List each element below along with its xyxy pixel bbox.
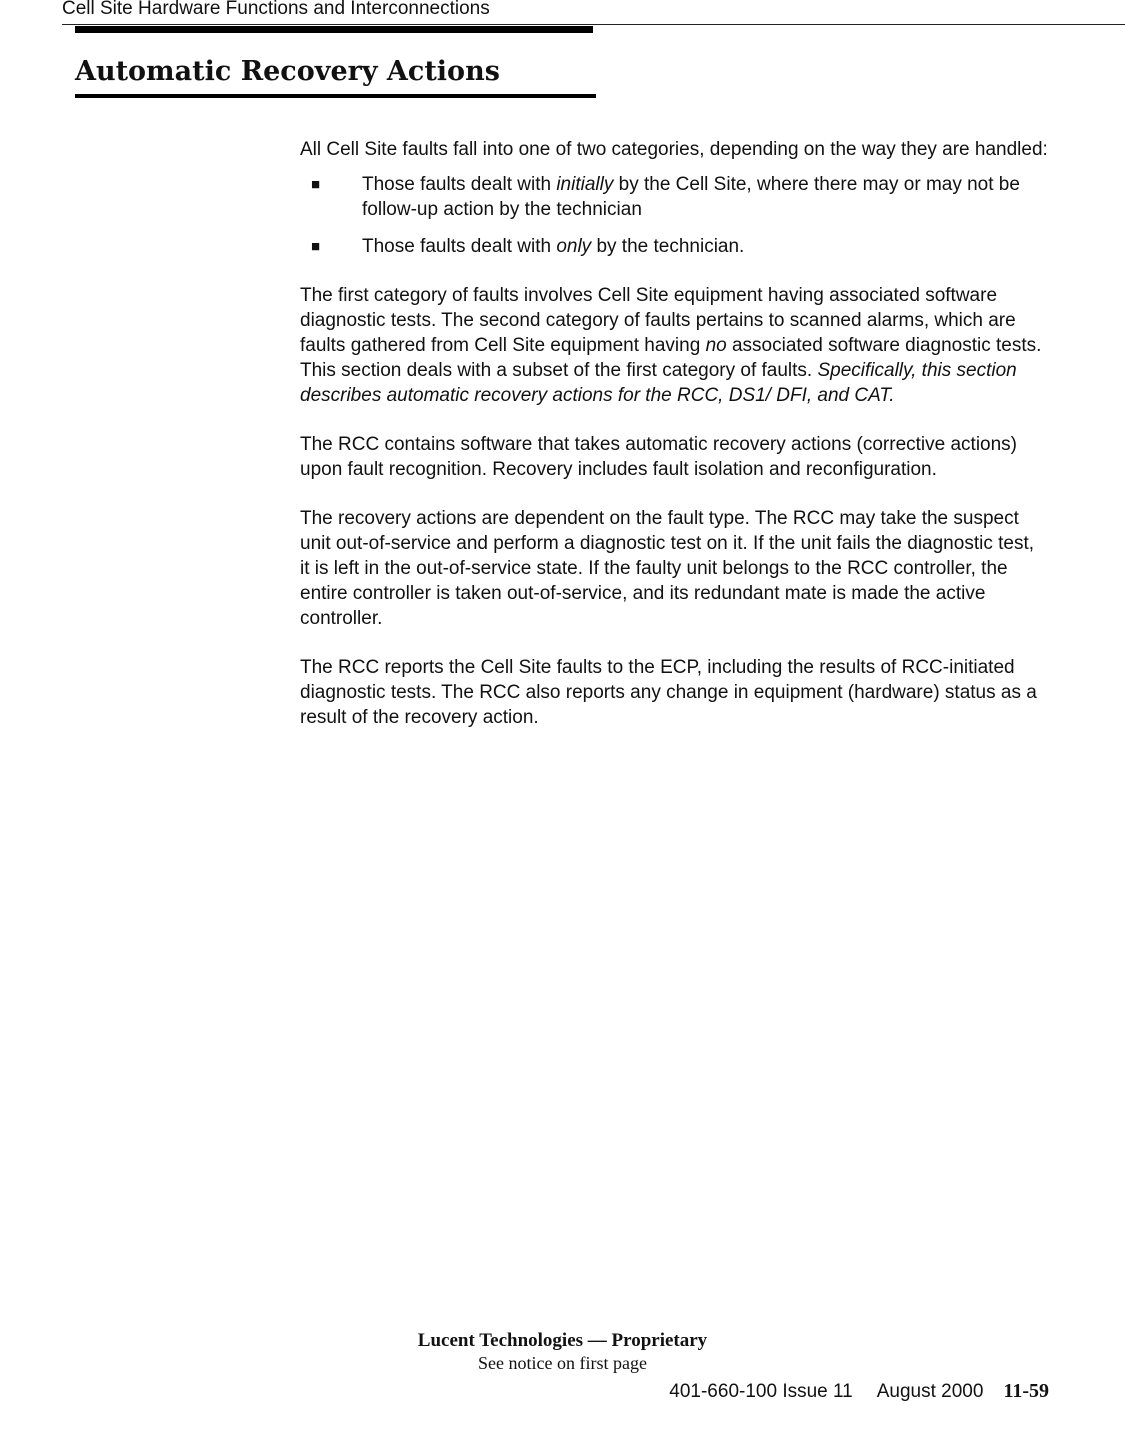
rcc-reports-paragraph: The RCC reports the Cell Site faults to the ECP, including the results of RCC-initiated diagnostic tests. The RCC also reports any change in equipment (hardware) status as a result of the recovery action. — [300, 657, 1037, 728]
section-title: Automatic Recovery Actions — [75, 56, 500, 87]
bullet-text: by the technician. — [591, 236, 745, 257]
list-item — [300, 234, 1048, 259]
document-date: August 2000 — [876, 1381, 984, 1402]
bullet-list — [300, 172, 1048, 259]
running-header: Cell Site Hardware Functions and Interconnections — [62, 0, 490, 19]
rcc-software-paragraph: The RCC contains software that takes automatic recovery actions (corrective actions) upon fault recognition. Recovery includes fault isolation and reconfiguration. — [300, 434, 1018, 480]
document-id: 401-660-100 Issue 11 — [669, 1381, 853, 1402]
body-text — [300, 137, 1048, 754]
title-underline — [75, 94, 596, 98]
list-item — [300, 172, 1048, 222]
intro-paragraph: All Cell Site faults fall into one of two categories, depending on the way they are handled: — [300, 139, 1048, 160]
paragraph-emphasis: Specifically, this section describes automatic recovery actions for the RCC, DS1/ DFI, and CAT. — [300, 360, 1017, 406]
page-number: 11-59 — [1003, 1380, 1049, 1402]
fault-categories-paragraph — [300, 283, 1048, 408]
paragraph-text: associated software diagnostic tests. This section deals with a subset of the first category of faults. — [300, 335, 1042, 381]
bullet-text: Those faults dealt with — [362, 174, 557, 195]
bullet-emphasis: initially — [556, 174, 614, 195]
header-divider-thin — [62, 24, 1125, 25]
paragraph-text: The first category of faults involves Cell Site equipment having associated software diagnostic tests. The second category of faults pertains to scanned alarms, which are faults gathered from Cell Site equipment having — [300, 285, 1016, 356]
bullet-text: Those faults dealt with — [362, 236, 557, 257]
header-divider-thick — [75, 26, 593, 33]
paragraph-emphasis: no — [705, 335, 727, 356]
bullet-text: by the Cell Site, where there may or may not be follow-up action by the technician — [362, 174, 1020, 220]
square-bullet-icon: ■ — [311, 176, 321, 193]
footer-document-info — [669, 1378, 1049, 1405]
recovery-actions-paragraph: The recovery actions are dependent on the fault type. The RCC may take the suspect unit out-of-service and perform a diagnostic test on it. If the unit fails the diagnostic test, it is left in the out-of-service state. If the faulty unit belongs to the RCC controller, the entire controller is taken out-of-service, and its redundant mate is made the active controller. — [300, 508, 1034, 629]
footer-company: Lucent Technologies — Proprietary — [417, 1330, 708, 1351]
footer-notice: See notice on first page — [478, 1353, 647, 1373]
square-bullet-icon: ■ — [311, 238, 321, 255]
bullet-emphasis: only — [556, 236, 592, 257]
